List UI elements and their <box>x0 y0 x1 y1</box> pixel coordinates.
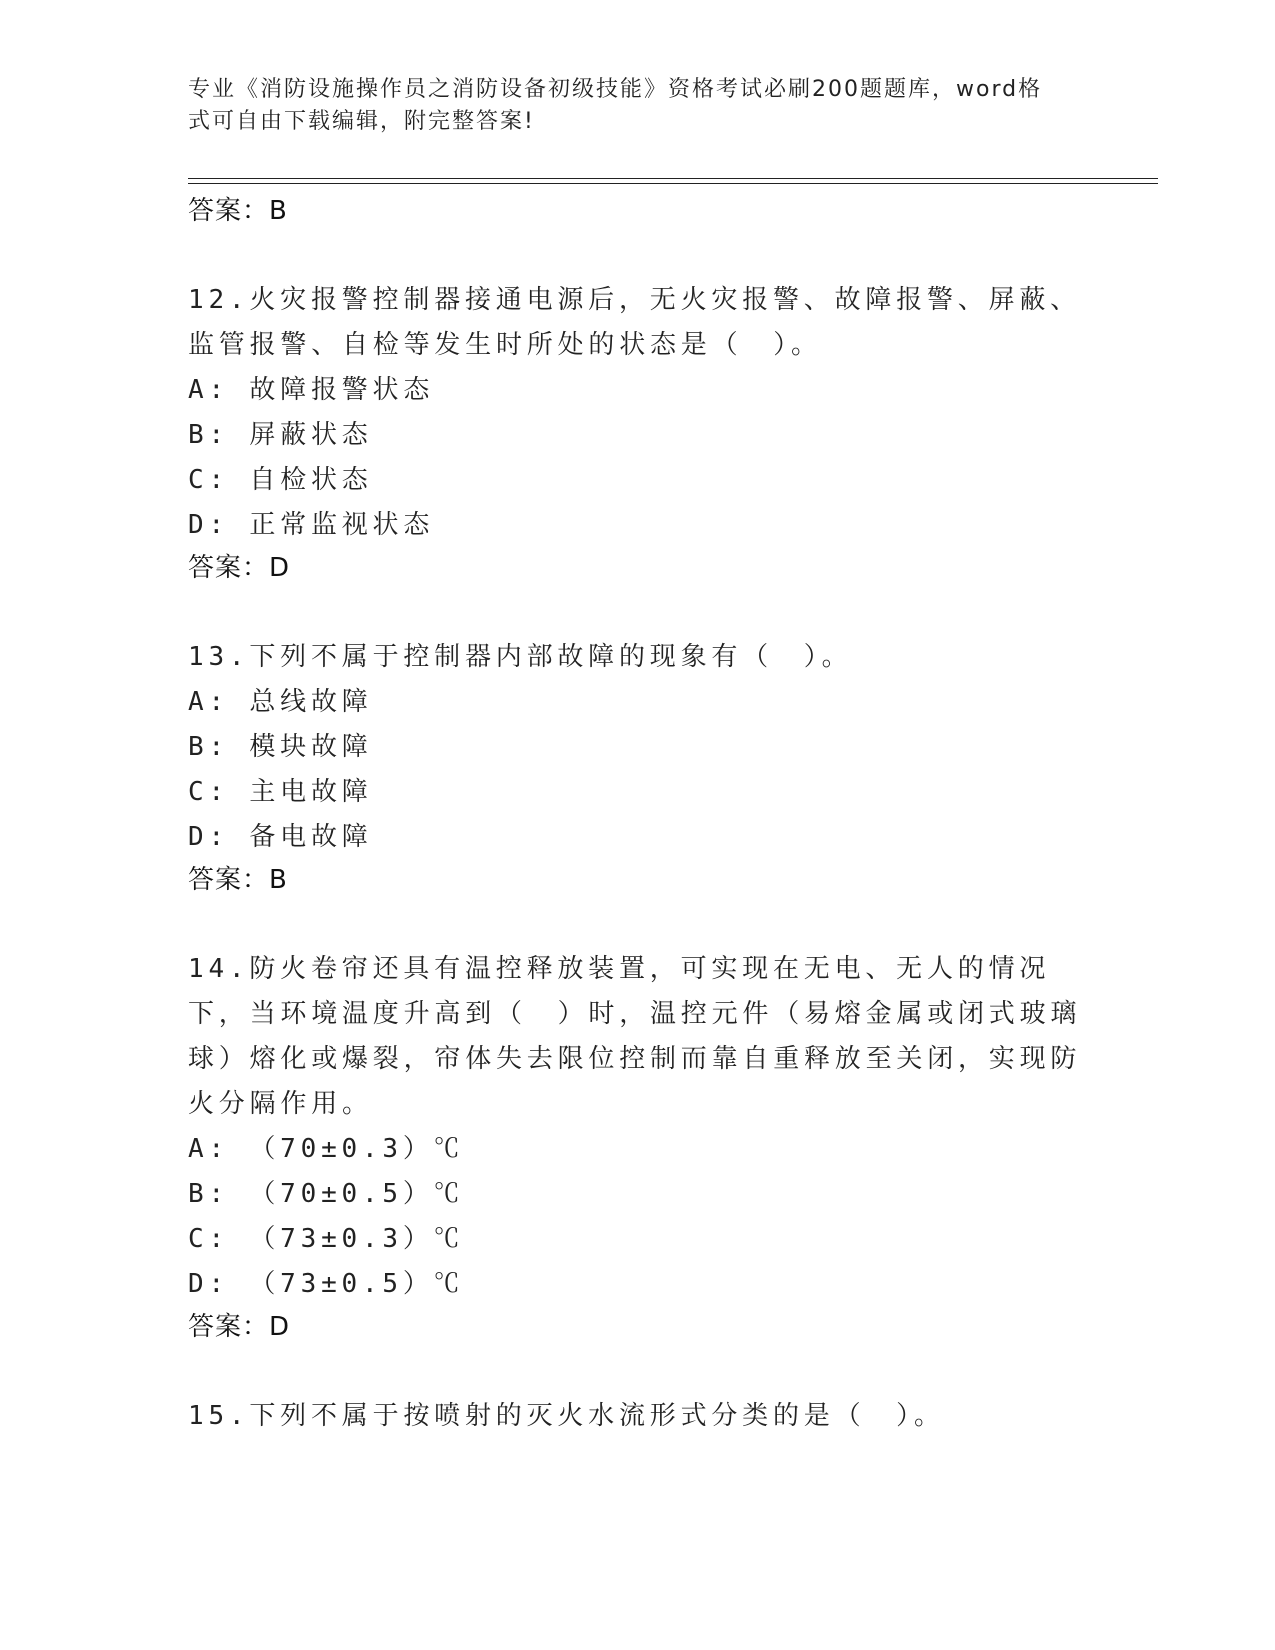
question-14-stem <box>188 947 1088 1127</box>
question-13-option-d: D: 备电故障 <box>188 822 373 852</box>
question-14-option-d: D: （73±0.5）℃ <box>188 1269 465 1299</box>
question-15-number: 15. <box>188 1401 250 1431</box>
question-14 <box>188 947 1088 1347</box>
spacer <box>188 1347 1088 1394</box>
question-13-stem <box>188 635 1088 680</box>
spacer <box>188 900 1088 947</box>
question-12-option-b: B: 屏蔽状态 <box>188 420 373 450</box>
question-15-text: 下列不属于按喷射的灭火水流形式分类的是（ ）。 <box>249 1401 945 1431</box>
question-12-stem <box>188 278 1088 368</box>
question-12-option-a: A: 故障报警状态 <box>188 375 435 405</box>
question-12-option-d: D: 正常监视状态 <box>188 510 435 540</box>
question-12 <box>188 278 1088 588</box>
header-line-2: 式可自由下载编辑，附完整答案! <box>188 109 535 134</box>
spacer <box>188 588 1088 635</box>
question-13-answer: 答案：B <box>188 865 288 895</box>
question-12-text: 火灾报警控制器接通电源后，无火灾报警、故障报警、屏蔽、监管报警、自检等发生时所处的状态是（ ）。 <box>188 285 1081 360</box>
question-14-option-b: B: （70±0.5）℃ <box>188 1179 465 1209</box>
answer-11: 答案：B <box>188 196 288 226</box>
header-rule-thick <box>188 178 1158 179</box>
question-13-option-a: A: 总线故障 <box>188 687 373 717</box>
question-14-answer: 答案：D <box>188 1312 291 1342</box>
page-header <box>188 74 1068 138</box>
header-rule-thin <box>188 183 1158 184</box>
question-13-text: 下列不属于控制器内部故障的现象有（ ）。 <box>249 642 853 672</box>
question-14-text: 防火卷帘还具有温控释放装置，可实现在无电、无人的情况下，当环境温度升高到（ ）时，温控元件（易熔金属或闭式玻璃球）熔化或爆裂，帘体失去限位控制而靠自重释放至关闭，实现防火分隔作用。 <box>188 954 1082 1119</box>
question-13-option-c: C: 主电故障 <box>188 777 373 807</box>
spacer <box>188 231 1088 278</box>
question-12-option-c: C: 自检状态 <box>188 465 373 495</box>
question-14-option-a: A: （70±0.3）℃ <box>188 1134 465 1164</box>
question-12-number: 12. <box>188 285 250 315</box>
question-14-number: 14. <box>188 954 250 984</box>
question-list <box>188 191 1088 1439</box>
question-15-stem <box>188 1394 1088 1439</box>
question-13-number: 13. <box>188 642 250 672</box>
question-12-answer: 答案：D <box>188 553 291 583</box>
question-13 <box>188 635 1088 900</box>
question-14-option-c: C: （73±0.3）℃ <box>188 1224 465 1254</box>
question-13-option-b: B: 模块故障 <box>188 732 373 762</box>
question-15 <box>188 1394 1088 1439</box>
header-line-1: 专业《消防设施操作员之消防设备初级技能》资格考试必刷200题题库，word格 <box>188 77 1043 102</box>
